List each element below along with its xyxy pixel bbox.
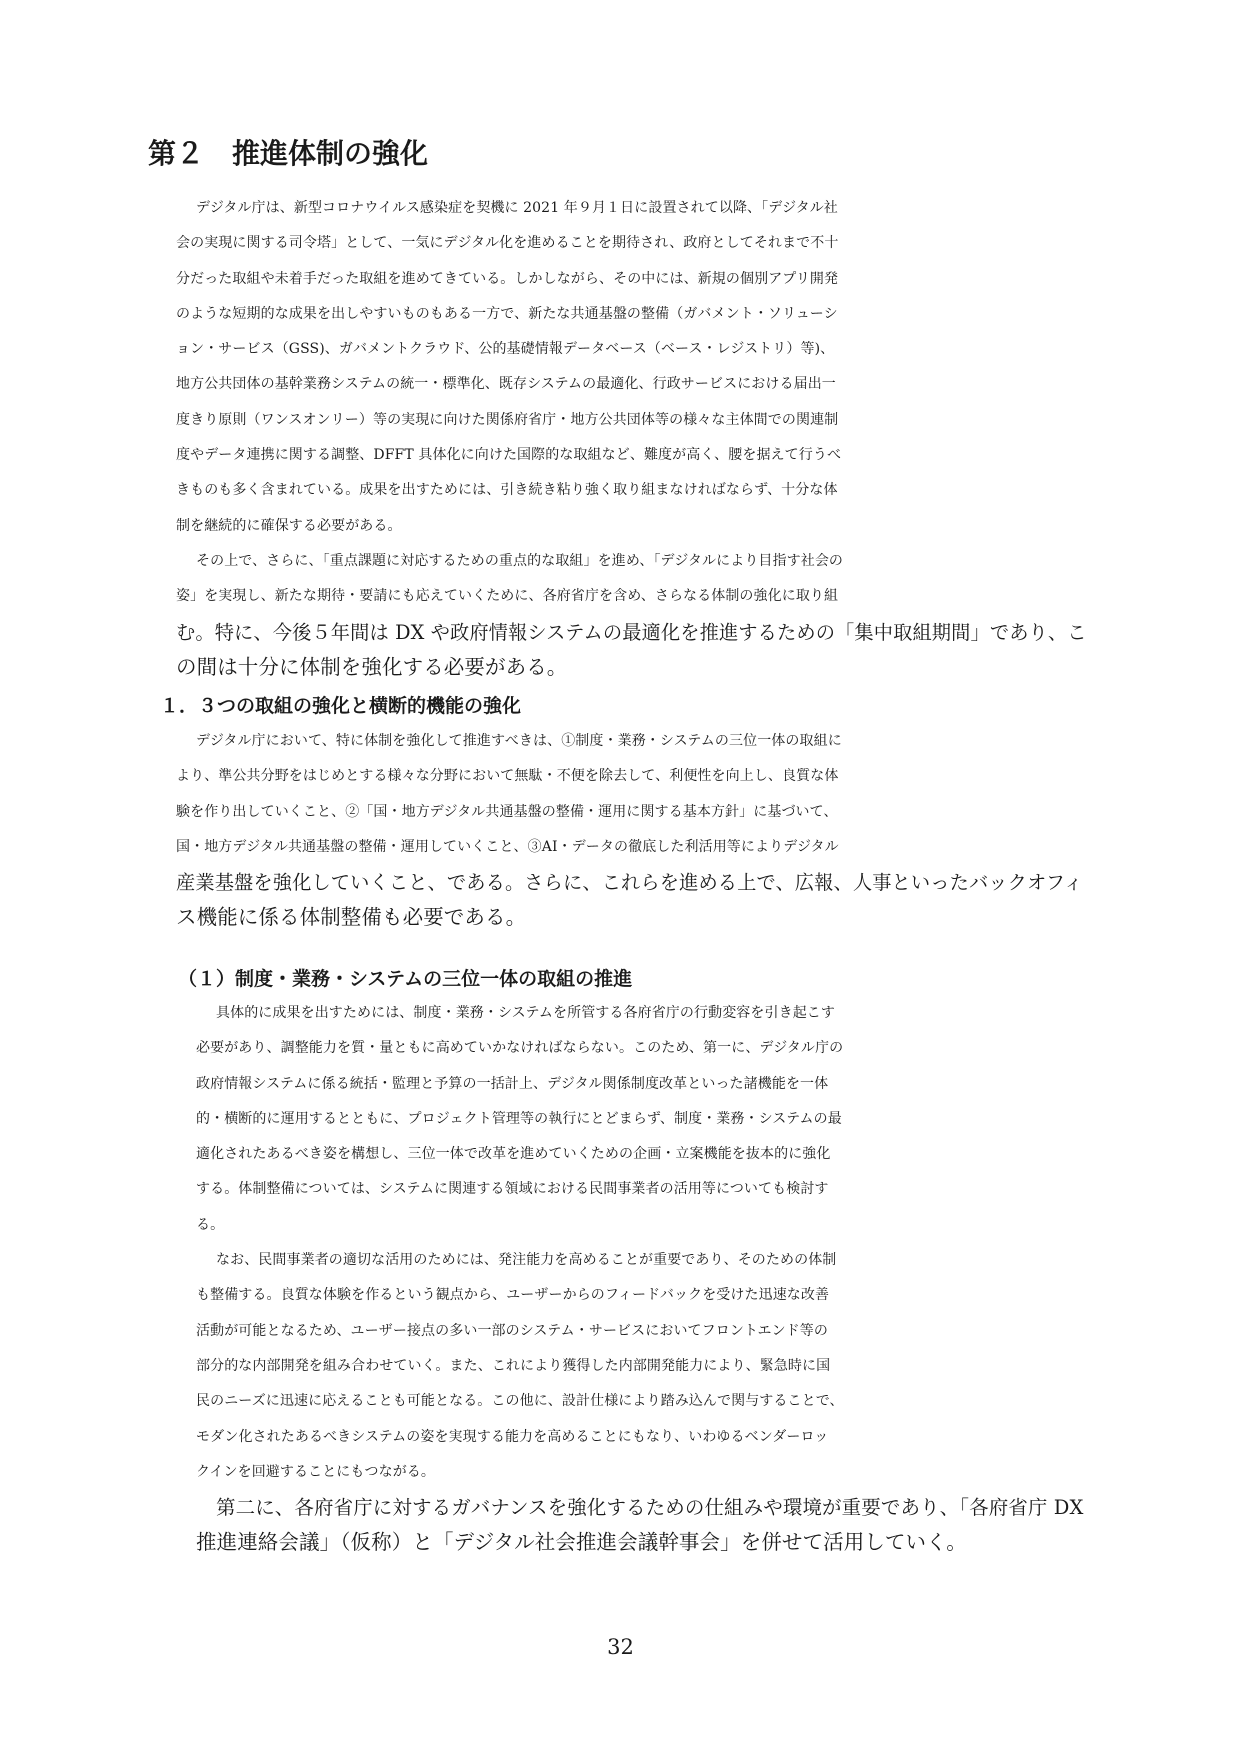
text-line: む。特に、今後５年間は DX や政府情報システムの最適化を推進するための「集中取組期間」であり、こ	[176, 620, 1087, 644]
text-line: その上で、さらに、「重点課題に対応するための重点的な取組」を進め、「デジタルにより目指す社会の	[196, 552, 844, 569]
text-line: より、準公共分野をはじめとする様々な分野において無駄・不便を除去して、利便性を向上し、良質な体	[176, 768, 839, 785]
text-line: の間は十分に体制を強化する必要がある。	[176, 654, 568, 679]
text-line: きものも多く含まれている。成果を出すためには、引き続き粘り強く取り組まなければならず、十分な体	[176, 482, 838, 499]
text-line: 分だった取組や未着手だった取組を進めてきている。しかしながら、その中には、新規の個別アプリ開発	[176, 270, 839, 287]
text-line: 民のニーズに迅速に応えることも可能となる。この他に、設計仕様により踏み込んで関与することで、	[196, 1393, 844, 1410]
text-line: 国・地方デジタル共通基盤の整備・運用していくこと、③AI・データの徹底した利活用等によりデジタル	[176, 838, 839, 855]
text-line: も整備する。良質な体験を作るという観点から、ユーザーからのフィードバックを受けた迅速な改善	[196, 1287, 830, 1304]
text-line: ョン・サービス（GSS)、ガバメントクラウド、公的基礎情報データベース（ベース・レジストリ）等)、	[176, 341, 835, 358]
text-line: 度きり原則（ワンスオンリー）等の実現に向けた関係府省庁・地方公共団体等の様々な主体間での関連制	[176, 411, 839, 428]
subsection-1-1-title: （１）制度・業務・システムの三位一体の取組の推進	[178, 968, 633, 990]
subsection-1-paragraph	[176, 724, 1083, 936]
text-line: 第二に、各府省庁に対するガバナンスを強化するための仕組みや環境が重要であり、「各府省庁 DX	[216, 1496, 1084, 1520]
text-line: 地方公共団体の基幹業務システムの統一・標準化、既存システムの最適化、行政サービスにおける届出一	[176, 376, 836, 393]
text-line: なお、民間事業者の適切な活用のためには、発注能力を高めることが重要であり、そのための体制	[216, 1252, 837, 1269]
subsection-1-1-paragraphs	[196, 996, 1084, 1561]
text-line: 推進連絡会議」（仮称）と「デジタル社会推進会議幹事会」を併せて活用していく。	[196, 1530, 967, 1555]
text-line: 会の実現に関する司令塔」として、一気にデジタル化を進めることを期待され、政府としてそれまで不十	[176, 235, 839, 252]
subsection-1-title: １．３つの取組の強化と横断的機能の強化	[160, 695, 522, 717]
intro-paragraphs	[176, 191, 1087, 685]
text-line: 的・横断的に運用するとともに、プロジェクト管理等の執行にとどまらず、制度・業務・システムの最	[196, 1110, 842, 1127]
text-line: クインを回避することにもつながる。	[196, 1463, 435, 1480]
text-line: 活動が可能となるため、ユーザー接点の多い一部のシステム・サービスにおいてフロントエンド等の	[196, 1322, 828, 1339]
text-line: する。体制整備については、システムに関連する領域における民間事業者の活用等についても検討す	[196, 1181, 829, 1198]
text-line: 具体的に成果を出すためには、制度・業務・システムを所管する各府省庁の行動変容を引き起こす	[216, 1005, 835, 1021]
page-number: 32	[607, 1635, 634, 1659]
text-line: 適化されたあるべき姿を構想し、三位一体で改革を進めていくための企画・立案機能を抜本的に強化	[196, 1146, 831, 1163]
text-line: 部分的な内部開発を組み合わせていく。また、これにより獲得した内部開発能力により、緊急時に国	[196, 1357, 831, 1374]
text-line: ス機能に係る体制整備も必要である。	[176, 905, 527, 930]
text-line: る。	[196, 1216, 225, 1233]
text-line: デジタル庁は、新型コロナウイルス感染症を契機に 2021 年９月１日に設置されて以降、「デジタル社	[196, 200, 838, 216]
text-line: 政府情報システムに係る統括・監理と予算の一括計上、デジタル関係制度改革といった諸機能を一体	[196, 1075, 829, 1092]
text-line: 制を継続的に確保する必要がある。	[176, 517, 402, 534]
text-line: 産業基盤を強化していくこと、である。さらに、これらを進める上で、広報、人事といったバックオフィ	[176, 871, 1083, 895]
text-line: 験を作り出していくこと、②「国・地方デジタル共通基盤の整備・運用に関する基本方針」に基づいて、	[176, 803, 838, 820]
text-line: モダン化されたあるべきシステムの姿を実現する能力を高めることにもなり、いわゆるベンダーロッ	[196, 1428, 829, 1445]
text-line: デジタル庁において、特に体制を強化して推進すべきは、①制度・業務・システムの三位一体の取組に	[196, 733, 842, 749]
section-title: 第２ 推進体制の強化	[148, 137, 429, 170]
text-line: 必要があり、調整能力を質・量ともに高めていかなければならない。このため、第一に、デジタル庁の	[196, 1040, 844, 1057]
text-line: 度やデータ連携に関する調整、DFFT 具体化に向けた国際的な取組など、難度が高く、腰を据えて行うべ	[176, 447, 842, 464]
text-line: のような短期的な成果を出しやすいものもある一方で、新たな共通基盤の整備（ガバメント・ソリューシ	[176, 305, 838, 322]
text-line: 姿」を実現し、新たな期待・要請にも応えていくために、各府省庁を含め、さらなる体制の強化に取り組	[176, 588, 839, 605]
